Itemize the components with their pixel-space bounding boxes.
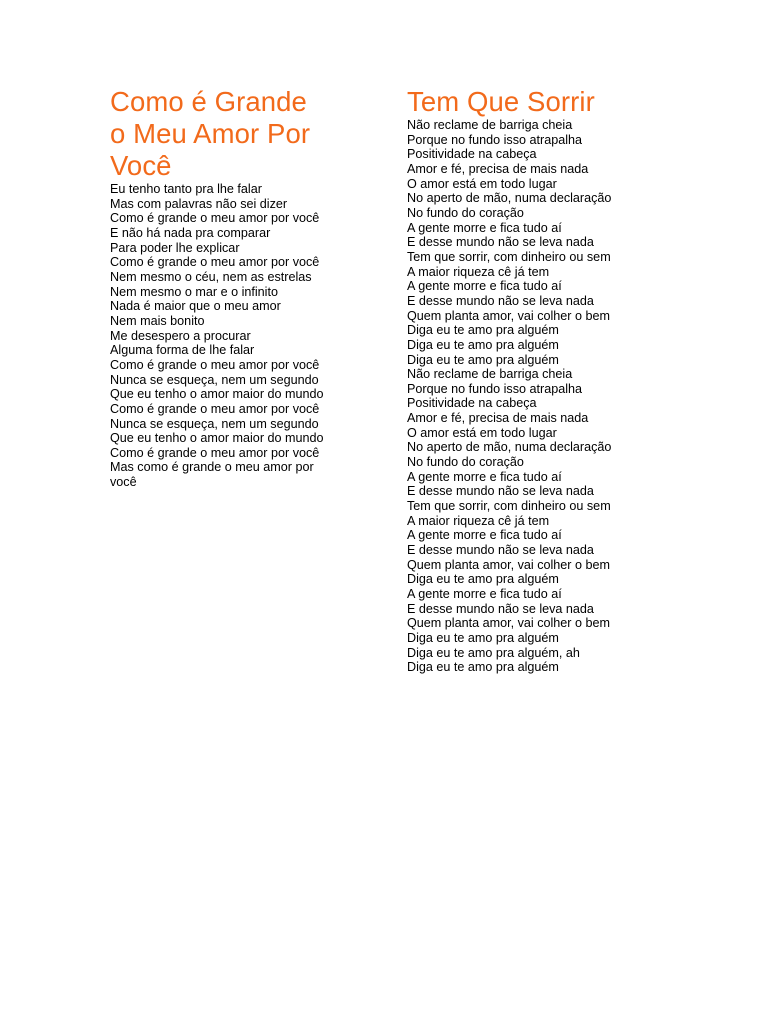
lyric-line: Diga eu te amo pra alguém bbox=[407, 352, 559, 367]
lyric-line: E desse mundo não se leva nada bbox=[407, 235, 594, 250]
lyric-line: Nunca se esqueça, nem um segundo bbox=[110, 372, 319, 387]
lyric-line: E desse mundo não se leva nada bbox=[407, 601, 594, 616]
lyric-line: No fundo do coração bbox=[407, 455, 524, 470]
lyric-line: Diga eu te amo pra alguém bbox=[407, 337, 559, 352]
lyric-line: A gente morre e fica tudo aí bbox=[407, 469, 562, 484]
lyric-line: Mas com palavras não sei dizer bbox=[110, 196, 288, 211]
lyric-line: Amor e fé, precisa de mais nada bbox=[407, 411, 589, 426]
lyric-line: você bbox=[110, 475, 137, 490]
lyric-line: A gente morre e fica tudo aí bbox=[407, 587, 562, 601]
lyric-line: E não há nada pra comparar bbox=[110, 225, 271, 240]
lyric-line: Porque no fundo isso atrapalha bbox=[407, 381, 583, 396]
lyric-line: Positividade na cabeça bbox=[407, 396, 537, 411]
lyric-line: A gente morre e fica tudo aí bbox=[407, 528, 562, 543]
lyric-line: O amor está em todo lugar bbox=[407, 176, 557, 191]
lyric-line: E desse mundo não se leva nada bbox=[407, 484, 594, 499]
lyric-line: Não reclame de barriga cheia bbox=[407, 118, 573, 132]
lyric-line: Nem mais bonito bbox=[110, 313, 205, 328]
lyric-line: Tem que sorrir, com dinheiro ou sem bbox=[407, 249, 611, 264]
lyric-line: A maior riqueza cê já tem bbox=[407, 513, 550, 528]
lyric-line: Tem que sorrir, com dinheiro ou sem bbox=[407, 499, 611, 514]
lyric-line: Quem planta amor, vai colher o bem bbox=[407, 308, 611, 323]
lyric-line: Diga eu te amo pra alguém bbox=[407, 660, 559, 675]
lyric-line: No aperto de mão, numa declaração bbox=[407, 440, 612, 455]
lyric-line: Eu tenho tanto pra lhe falar bbox=[110, 182, 262, 196]
lyric-line: Positividade na cabeça bbox=[407, 147, 537, 162]
lyric-line: Quem planta amor, vai colher o bem bbox=[407, 616, 611, 631]
song-title-line: Você bbox=[110, 150, 172, 181]
lyric-line: E desse mundo não se leva nada bbox=[407, 293, 594, 308]
lyric-line: Diga eu te amo pra alguém bbox=[407, 572, 559, 587]
song-title bbox=[407, 86, 667, 118]
lyric-line: Nem mesmo o mar e o infinito bbox=[110, 284, 278, 299]
lyric-line: Quem planta amor, vai colher o bem bbox=[407, 557, 611, 572]
lyric-line: Como é grande o meu amor por você bbox=[110, 255, 320, 270]
lyric-line: A gente morre e fica tudo aí bbox=[407, 220, 562, 235]
song-title-line: Como é Grande bbox=[110, 86, 307, 117]
lyric-line: Porque no fundo isso atrapalha bbox=[407, 132, 583, 147]
lyric-line: Que eu tenho o amor maior do mundo bbox=[110, 431, 324, 446]
lyric-line: No aperto de mão, numa declaração bbox=[407, 191, 612, 206]
lyric-line: Nem mesmo o céu, nem as estrelas bbox=[110, 269, 312, 284]
lyric-line: E desse mundo não se leva nada bbox=[407, 543, 594, 558]
lyric-line: Amor e fé, precisa de mais nada bbox=[407, 161, 589, 176]
lyric-line: Para poder lhe explicar bbox=[110, 240, 240, 255]
song-column-right bbox=[407, 86, 667, 675]
lyric-line: Me desespero a procurar bbox=[110, 328, 251, 343]
lyrics-list bbox=[110, 182, 360, 490]
lyric-line: Como é grande o meu amor por você bbox=[110, 357, 320, 372]
song-title bbox=[110, 86, 360, 182]
lyric-line: Não reclame de barriga cheia bbox=[407, 367, 573, 382]
lyric-line: Mas como é grande o meu amor por bbox=[110, 460, 314, 475]
lyric-line: A gente morre e fica tudo aí bbox=[407, 279, 562, 294]
lyric-line: Diga eu te amo pra alguém bbox=[407, 323, 559, 338]
lyric-line: Alguma forma de lhe falar bbox=[110, 343, 255, 358]
song-title-line: Tem Que Sorrir bbox=[407, 86, 595, 117]
lyric-line: O amor está em todo lugar bbox=[407, 425, 557, 440]
lyric-line: Nunca se esqueça, nem um segundo bbox=[110, 416, 319, 431]
lyric-line: Nada é maior que o meu amor bbox=[110, 299, 281, 314]
lyric-line: Diga eu te amo pra alguém, ah bbox=[407, 645, 580, 660]
lyric-line: A maior riqueza cê já tem bbox=[407, 264, 550, 279]
lyric-line: Diga eu te amo pra alguém bbox=[407, 630, 559, 645]
lyric-line: Como é grande o meu amor por você bbox=[110, 401, 320, 416]
lyric-line: No fundo do coração bbox=[407, 205, 524, 220]
lyric-line: Como é grande o meu amor por você bbox=[110, 211, 320, 226]
lyric-line: Como é grande o meu amor por você bbox=[110, 445, 320, 460]
lyric-line: Que eu tenho o amor maior do mundo bbox=[110, 387, 324, 402]
lyrics-list bbox=[407, 118, 667, 675]
song-column-left bbox=[110, 86, 360, 490]
song-title-line: o Meu Amor Por bbox=[110, 118, 311, 149]
